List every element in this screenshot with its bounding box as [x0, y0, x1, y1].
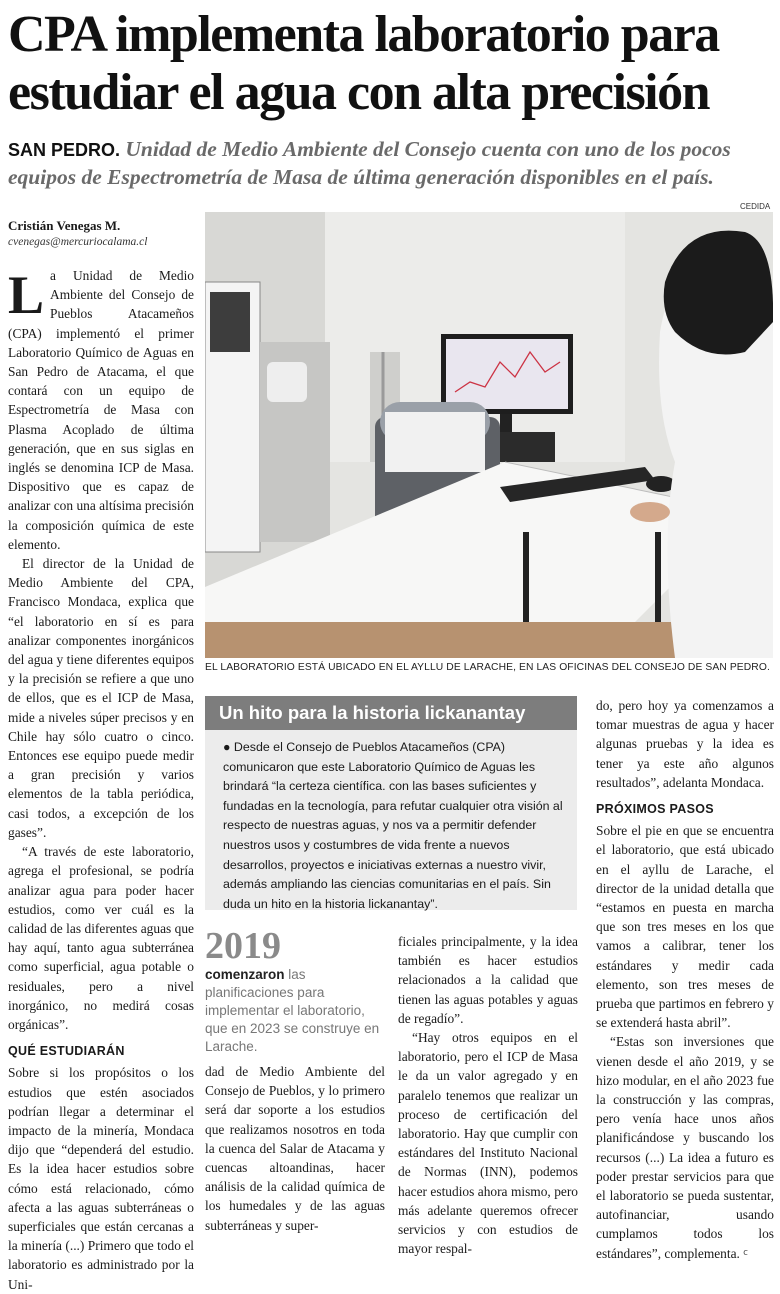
paragraph: ficiales principalmente, y la idea también es hacer estudios relacionados a la calidad que tienen las aguas potables y aguas de regadío”. [398, 934, 578, 1026]
paragraph: “A través de este laboratorio, agrega el profesional, se podría analizar agua para poder hacer estudios, como ver cuál es la calidad de las diferentes aguas que hay aquí, tanto agua subterránea como superficial, agua potable o residuales, pero a nivel inorgánico, no medirá cosas orgánicas”. [8, 844, 194, 1032]
end-mark-icon: ꟲ [743, 1248, 748, 1261]
paragraph: “Hay otros equipos en el laboratorio, pero el ICP de Masa le da un valor agregado y en paralelo tenemos que realizar un proceso de certificación del laboratorio. Hay que cumplir con estándares del Instituto Nacional de Normas (INN), podemos hacer estudios ahora mismo, pero más adelante queremos ofrecer servicios y con estudios de mayor respal- [398, 1030, 578, 1257]
dropcap: L [8, 265, 45, 325]
column-2 [205, 1062, 385, 1235]
deck [8, 136, 772, 191]
lab-photo [205, 212, 773, 658]
highlight-lead: comenzaron [205, 967, 285, 982]
lab-illustration [205, 212, 773, 658]
column-3 [398, 932, 578, 1258]
box-title: Un hito para la historia lickanantay [205, 696, 577, 730]
photo-caption: EL LABORATORIO ESTÁ UBICADO EN EL AYLLU DE LARACHE, EN LAS OFICINAS DEL CONSEJO DE SAN PEDRO. [205, 662, 770, 673]
column-4 [596, 696, 774, 1265]
paragraph: do, pero hoy ya comenzamos a tomar muestras de agua y hacer algunas pruebas y la idea es tener ya este año algunos resultados”, adelanta Mondaca. [596, 698, 774, 790]
subhead-proximos-pasos: PRÓXIMOS PASOS [596, 802, 714, 817]
photo-credit: CEDIDA [740, 202, 771, 211]
paragraph: El director de la Unidad de Medio Ambiente del CPA, Francisco Mondaca, explica que “el laboratorio en sí es para analizar componentes inorgánicos del agua y tiene diferentes equipos y la precisión se refiere a que uno de ellos, que es el ICP de Masa, mide a niveles súper precisos y en Chile hay sólo cuatro o cinco. Entonces ese equipo puede medir a gran precisión y varios elementos de la tabla periódica, casi todos, a excepción de los gases”. [8, 556, 194, 840]
paragraph: dad de Medio Ambiente del Consejo de Pueblos, y lo primero será dar soporte a los estudios que realizamos nosotros en toda la cuenca del Salar de Atacama y cuencas altoandinas, hacer análisis de la calidad química de los humedales y de las aguas subterráneas y super- [205, 1064, 385, 1233]
highlight-text: comenzaron las planificaciones para implementar el laboratorio, que en 2023 se construye en Larache. [205, 967, 380, 1054]
paragraph: La Unidad de Medio Ambiente del Consejo de Pueblos Atacameños (CPA) implementó el primer Laboratorio Químico de Aguas en San Pedro de Atacama, el que contará con un equipo de Espectrometría de Masa con Plasma Acoplado de última generación, que en sus siglas en inglés se denomina ICP de Masa. Dispositivo que es capaz de analizar con una altísima precisión la composición química de este elemento. [8, 265, 194, 552]
highlight-year: 2019 [205, 925, 281, 967]
box-body: ● Desde el Consejo de Pueblos Atacameños (CPA) comunicaron que este Laboratorio Químico de Aguas les brindará “la certeza científica. con las bases suficientes y fundadas en la tecnología, para refutar cualquier otra visión al respecto de nuestras aguas, y nos va a permitir defender nuestros usos y costumbres de vida frente a nuevos desarrollos, proyectos e iniciativas externas a nuestro vivir, además ampliando las ciencias comunitarias en el país. Sin duda un hito en la historia lickanantay”. [205, 730, 577, 910]
paragraph: “Estas son inversiones que vienen desde el año 2019, y se hizo modular, en el año 2023 fue la construcción y las compras, pero venía hace unos años planificándose y buscando los recursos (...) La idea a futuro es poder prestar servicios para que el laboratorio se pueda sustentar, autofinanciar, usando cumplamos todos los estándares”, complementa. ꟲ [596, 1034, 774, 1261]
deck-place: SAN PEDRO. [8, 140, 121, 160]
subhead-que-estudiaran: QUÉ ESTUDIARÁN [8, 1044, 125, 1059]
paragraph: Sobre el pie en que se encuentra el laboratorio, que está ubicado en el ayllu de Larache, el director de la unidad detalla que “estamos en puesta en marcha que son tres meses en los que vamos a calibrar, tener los estándares y medir cada elemento, son tres meses de prueba que partimos en febrero y se extenderá hasta abril”. [596, 823, 774, 1031]
column-1 [8, 266, 194, 1294]
headline: CPA implementa laboratorio para estudiar el agua con alta precisión [8, 6, 719, 121]
deck-text: Unidad de Medio Ambiente del Consejo cuenta con uno de los pocos equipos de Espectrometría de Masa de última generación disponibles en el país. [8, 137, 731, 189]
author: Cristián Venegas M. [8, 218, 121, 233]
author-email: cvenegas@mercuriocalama.cl [8, 236, 148, 248]
paragraph: Sobre si los propósitos o los estudios que estén asociados podrían llegar a determinar el impacto de la minería, Mondaca dijo que “dependerá del estudio. Es la idea hacer estudios sobre cómo está relacionado, cómo afecta a las aguas subterráneas o superficiales que están cercanas a la minería (...) Primero que todo el laboratorio es administrado por la Uni- [8, 1065, 194, 1292]
